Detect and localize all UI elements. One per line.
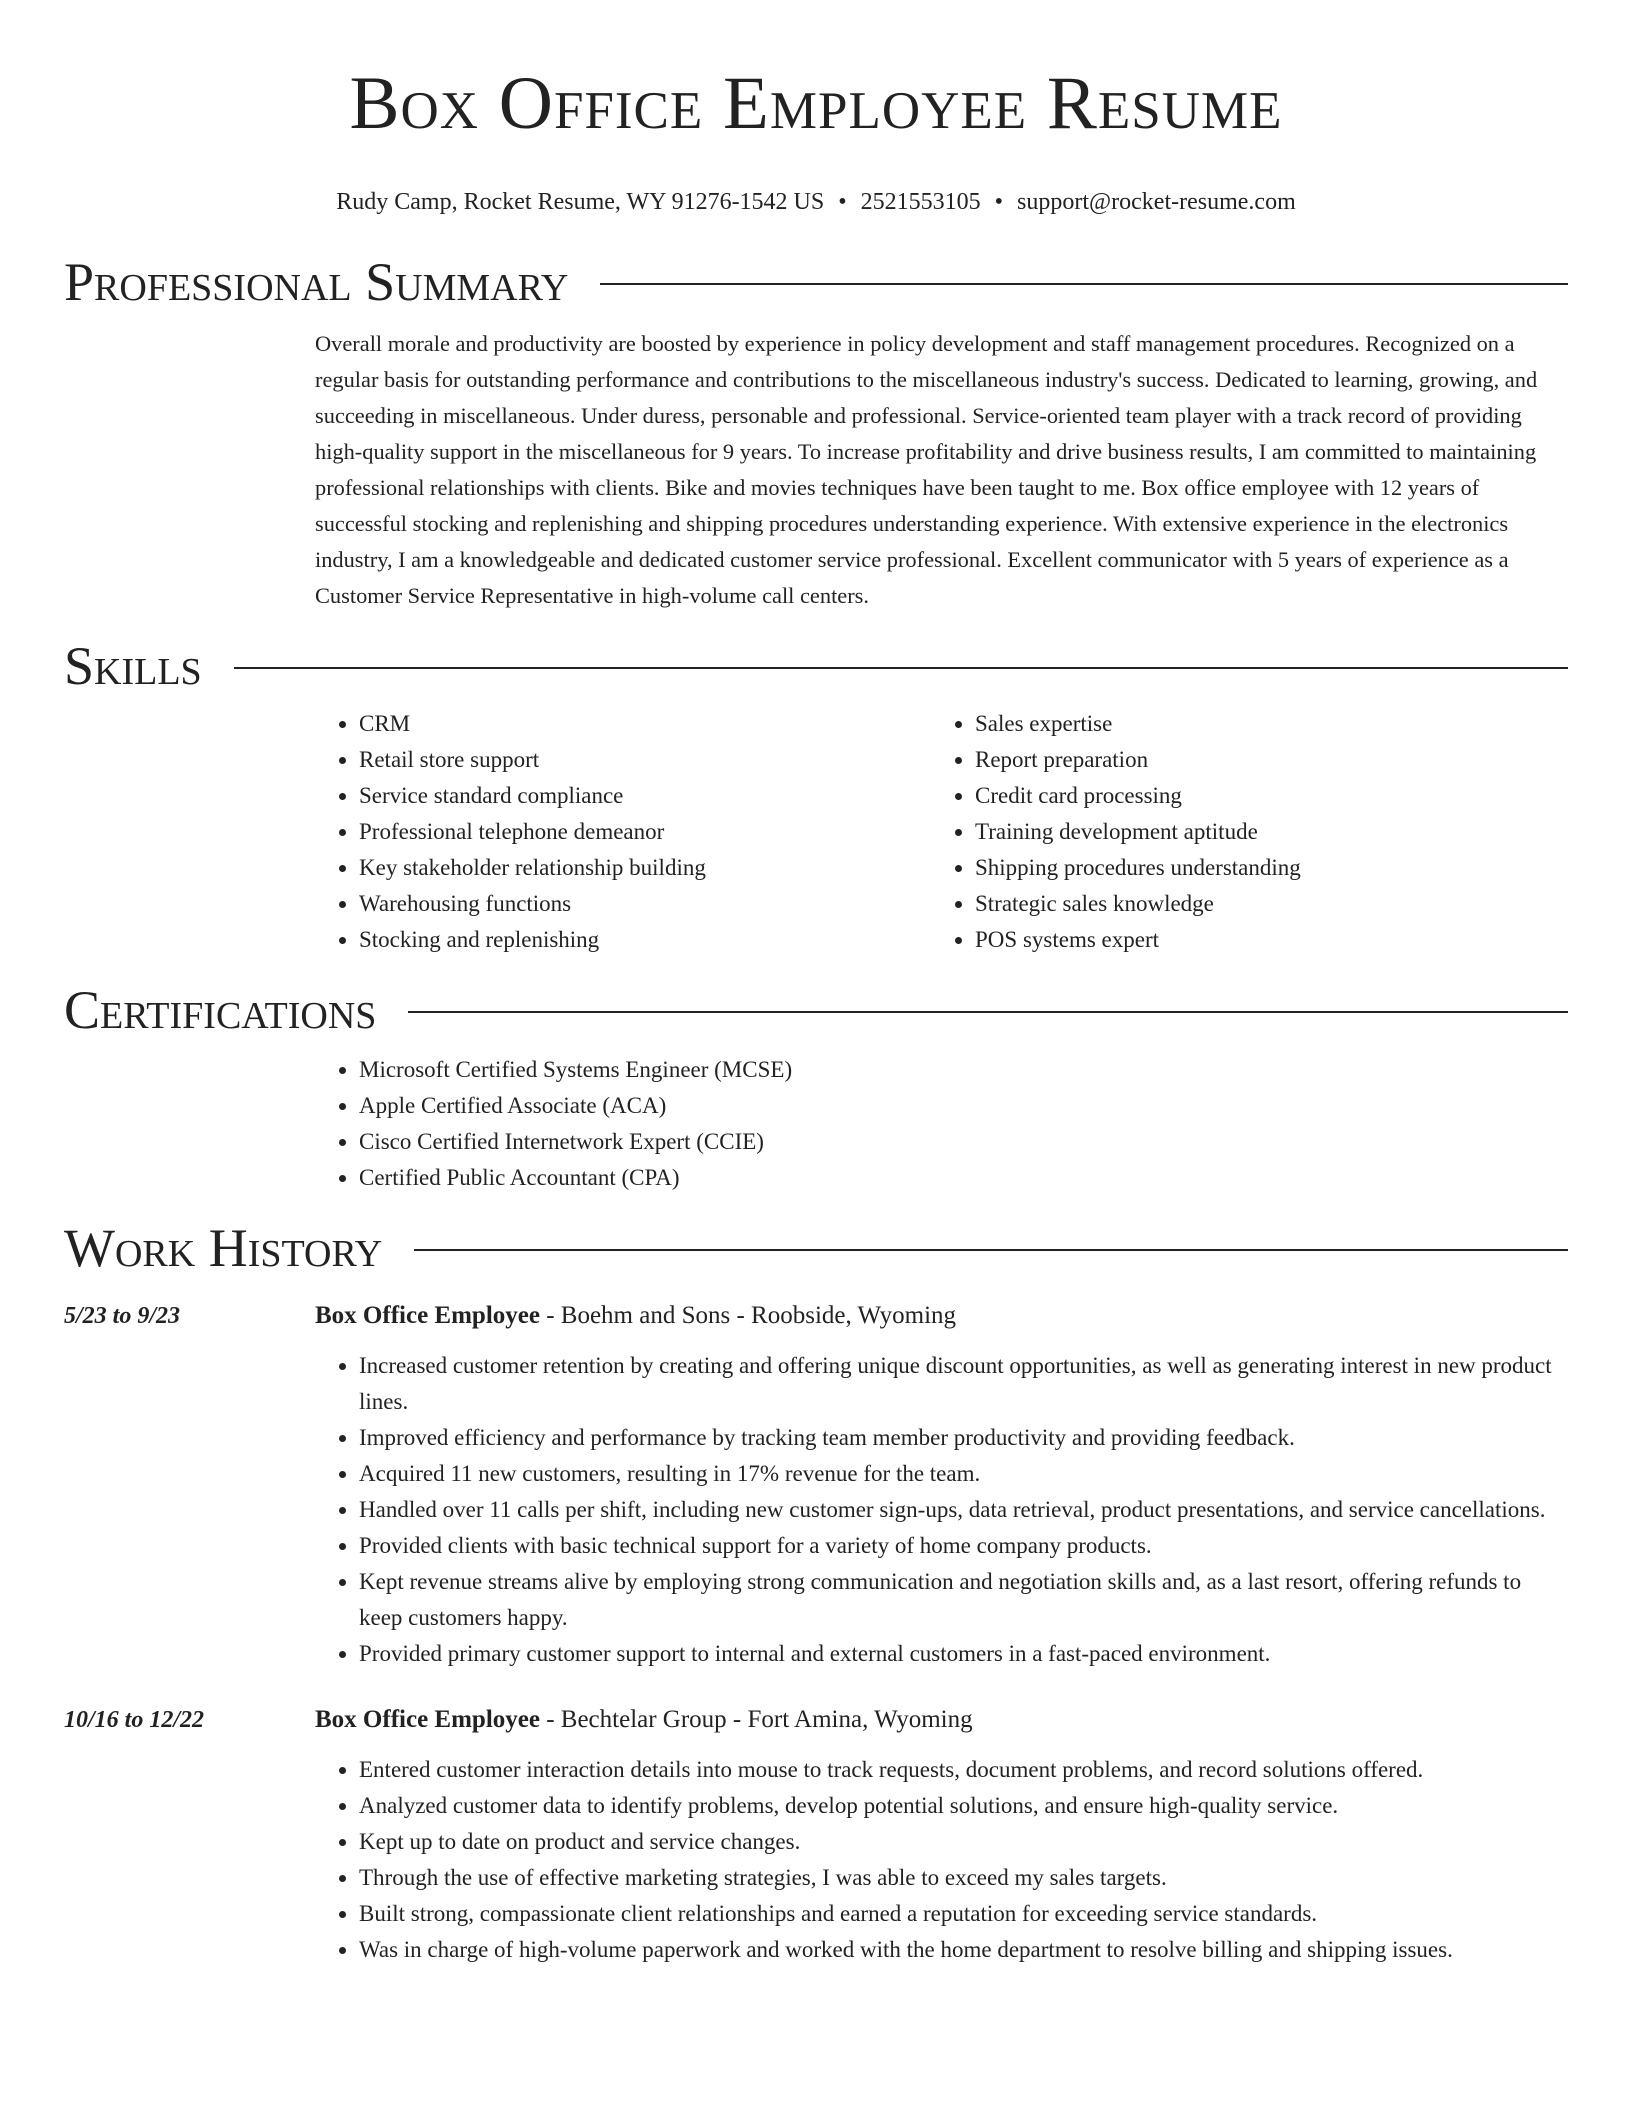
list-item: • Improved efficiency and performance by tracking team member productivity and providing feedback.: [359, 1420, 1568, 1456]
job-entry: [64, 1702, 1568, 1968]
job-bullets: [315, 1348, 1568, 1672]
job-company-location: - Bechtelar Group - Fort Amina, Wyoming: [539, 1706, 973, 1733]
list-item: • Built strong, compassionate client relationships and earned a reputation for exceeding service standards.: [359, 1896, 1568, 1932]
list-item: • Kept revenue streams alive by employing strong communication and negotiation skills and, as a last resort, offering refunds to keep customers happy.: [359, 1564, 1568, 1636]
skills-list-left: [315, 706, 931, 958]
list-item: • Stocking and replenishing: [359, 922, 931, 958]
job-header: [315, 1702, 1568, 1738]
job-body: [315, 1702, 1568, 1968]
list-item: • Was in charge of high-volume paperwork and worked with the home department to resolve billing and shipping issues.: [359, 1932, 1568, 1968]
list-item: • Acquired 11 new customers, resulting in 17% revenue for the team.: [359, 1456, 1568, 1492]
skills-column-right: [931, 706, 1547, 958]
job-list: [64, 1298, 1568, 1968]
list-item: • Provided primary customer support to internal and external customers in a fast-paced environment.: [359, 1636, 1568, 1672]
certifications-section: [64, 980, 1568, 1196]
job-header: [315, 1298, 1568, 1334]
section-divider: [414, 1249, 1568, 1251]
list-item: • Certified Public Accountant (CPA): [359, 1160, 1568, 1196]
section-title-summary: Professional Summary: [64, 252, 569, 312]
section-title-certifications: Certifications: [64, 980, 377, 1040]
resume-title: Box Office Employee Resume: [349, 62, 1283, 145]
section-header: [64, 1218, 1568, 1278]
section-header: [64, 980, 1568, 1040]
list-item: • Entered customer interaction details into mouse to track requests, document problems, and record solutions offered.: [359, 1752, 1568, 1788]
job-role: Box Office Employee: [315, 1706, 540, 1733]
list-item: • Increased customer retention by creating and offering unique discount opportunities, as well as generating interest in new product lines.: [359, 1348, 1568, 1420]
skills-section: [64, 636, 1568, 958]
list-item: • Professional telephone demeanor: [359, 814, 931, 850]
list-item: • Service standard compliance: [359, 778, 931, 814]
section-divider: [234, 667, 1568, 669]
contact-line: [0, 186, 1632, 218]
summary-paragraph: Overall morale and productivity are boosted by experience in policy development and staff management procedures. Recognized on a regular basis for outstanding performance and contributions to the miscellaneous industry's success. Dedicated to learning, growing, and succeeding in miscellaneous. Under duress, personable and professional. Service-oriented team player with a track record of providing high-quality support in the miscellaneous for 9 years. To increase profitability and drive business results, I am committed to maintaining professional relationships with clients. Bike and movies techniques have been taught to me. Box office employee with 12 years of successful stocking and replenishing and shipping procedures understanding experience. With extensive experience in the electronics industry, I am a knowledgeable and dedicated customer service professional. Excellent communicator with 5 years of experience as a Customer Service Representative in high-volume call centers.: [315, 331, 1538, 608]
skills-column-left: [315, 706, 931, 958]
list-item: • Key stakeholder relationship building: [359, 850, 931, 886]
job-dates: 5/23 to 9/23: [64, 1303, 181, 1329]
contact-email: support@rocket-resume.com: [1017, 189, 1296, 215]
job-body: [315, 1298, 1568, 1672]
section-title-skills: Skills: [64, 636, 202, 696]
section-header: [64, 252, 1568, 312]
work-history-section: [64, 1218, 1568, 1968]
list-item: • Strategic sales knowledge: [975, 886, 1547, 922]
list-item: • Report preparation: [975, 742, 1547, 778]
list-item: • Sales expertise: [975, 706, 1547, 742]
contact-address: Rudy Camp, Rocket Resume, WY 91276-1542 US: [336, 189, 825, 215]
list-item: • Provided clients with basic technical support for a variety of home company products.: [359, 1528, 1568, 1564]
section-divider: [600, 283, 1568, 285]
list-item: • Shipping procedures understanding: [975, 850, 1547, 886]
section-divider: [408, 1011, 1568, 1013]
list-item: • Kept up to date on product and service changes.: [359, 1824, 1568, 1860]
section-title-work-history: Work History: [64, 1218, 383, 1278]
list-item: • POS systems expert: [975, 922, 1547, 958]
list-item: • Handled over 11 calls per shift, including new customer sign-ups, data retrieval, product presentations, and service cancellations.: [359, 1492, 1568, 1528]
list-item: • Cisco Certified Internetwork Expert (CCIE): [359, 1124, 1568, 1160]
skills-list-right: [931, 706, 1547, 958]
job-role: Box Office Employee: [315, 1302, 540, 1329]
contact-separator: •: [838, 189, 847, 215]
contact-phone: 2521553105: [860, 189, 981, 215]
certifications-list: [315, 1052, 1568, 1196]
job-dates: 10/16 to 12/22: [64, 1707, 205, 1733]
summary-section: [64, 252, 1568, 614]
contact-separator: •: [994, 189, 1004, 215]
list-item: • CRM: [359, 706, 931, 742]
list-item: • Warehousing functions: [359, 886, 931, 922]
job-bullets: [315, 1752, 1568, 1968]
skills-grid: [315, 706, 1568, 958]
list-item: • Training development aptitude: [975, 814, 1547, 850]
list-item: • Microsoft Certified Systems Engineer (MCSE): [359, 1052, 1568, 1088]
job-company-location: - Boehm and Sons - Roobside, Wyoming: [539, 1302, 957, 1329]
job-entry: [64, 1298, 1568, 1672]
list-item: • Credit card processing: [975, 778, 1547, 814]
section-header: [64, 636, 1568, 696]
certifications-list-wrap: [315, 1052, 1568, 1196]
list-item: • Through the use of effective marketing strategies, I was able to exceed my sales targets.: [359, 1860, 1568, 1896]
list-item: • Analyzed customer data to identify problems, develop potential solutions, and ensure high-quality service.: [359, 1788, 1568, 1824]
list-item: • Retail store support: [359, 742, 931, 778]
list-item: • Apple Certified Associate (ACA): [359, 1088, 1568, 1124]
